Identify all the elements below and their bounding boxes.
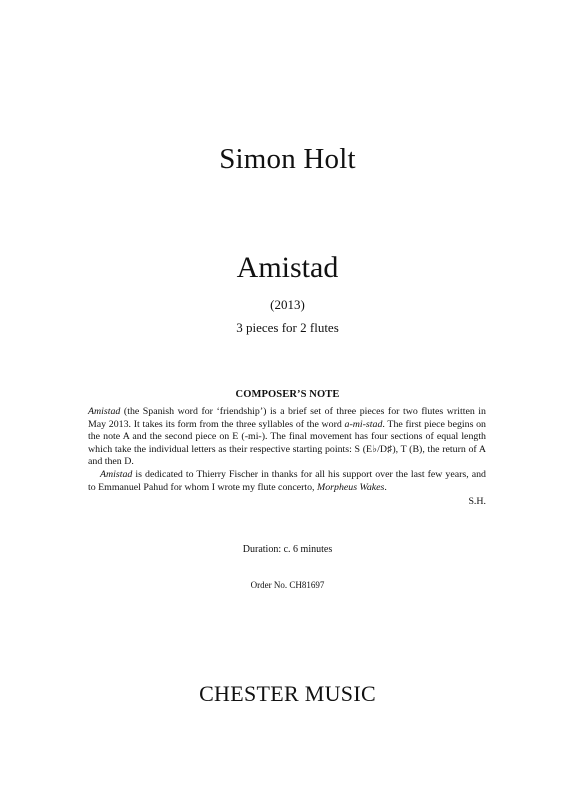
- note-text: .: [384, 481, 387, 493]
- work-title: Amistad: [236, 251, 339, 284]
- note-italic-title: Amistad: [88, 406, 121, 417]
- composer-name: Simon Holt: [219, 143, 356, 175]
- composition-year: (2013): [270, 297, 305, 312]
- order-number: Order No. CH81697: [250, 580, 325, 590]
- note-italic-title: Amistad: [100, 468, 133, 480]
- work-subtitle: 3 pieces for 2 flutes: [236, 320, 339, 335]
- composers-note-heading: COMPOSER’S NOTE: [235, 389, 340, 400]
- note-text: (the Spanish word for ‘friendship’) is a brief set of three pieces for two flutes written in May 2013. It takes its form from the three syllables of the word: [88, 406, 486, 430]
- composers-note-body: [88, 406, 486, 494]
- note-text: . The first piece begins on the note A and the second piece on E (-mi-). The final movement has four sections of equal length which take the individual letters as their respective starting points: S (E♭/D♯), T (B), the return of A and then D.: [88, 418, 486, 468]
- note-signature: S.H.: [468, 496, 486, 507]
- duration-text: Duration: c. 6 minutes: [242, 544, 333, 555]
- publisher-name: CHESTER MUSIC: [199, 681, 376, 706]
- note-paragraph-2: [88, 469, 486, 494]
- note-italic-work: Morpheus Wakes: [317, 481, 385, 493]
- note-text: is dedicated to Thierry Fischer in thanks for all his support over the last few years, and to Emmanuel Pahud for whom I wrote my flute concerto,: [88, 468, 486, 493]
- note-paragraph-1: [88, 406, 486, 469]
- note-italic-word: a-mi-stad: [344, 418, 383, 430]
